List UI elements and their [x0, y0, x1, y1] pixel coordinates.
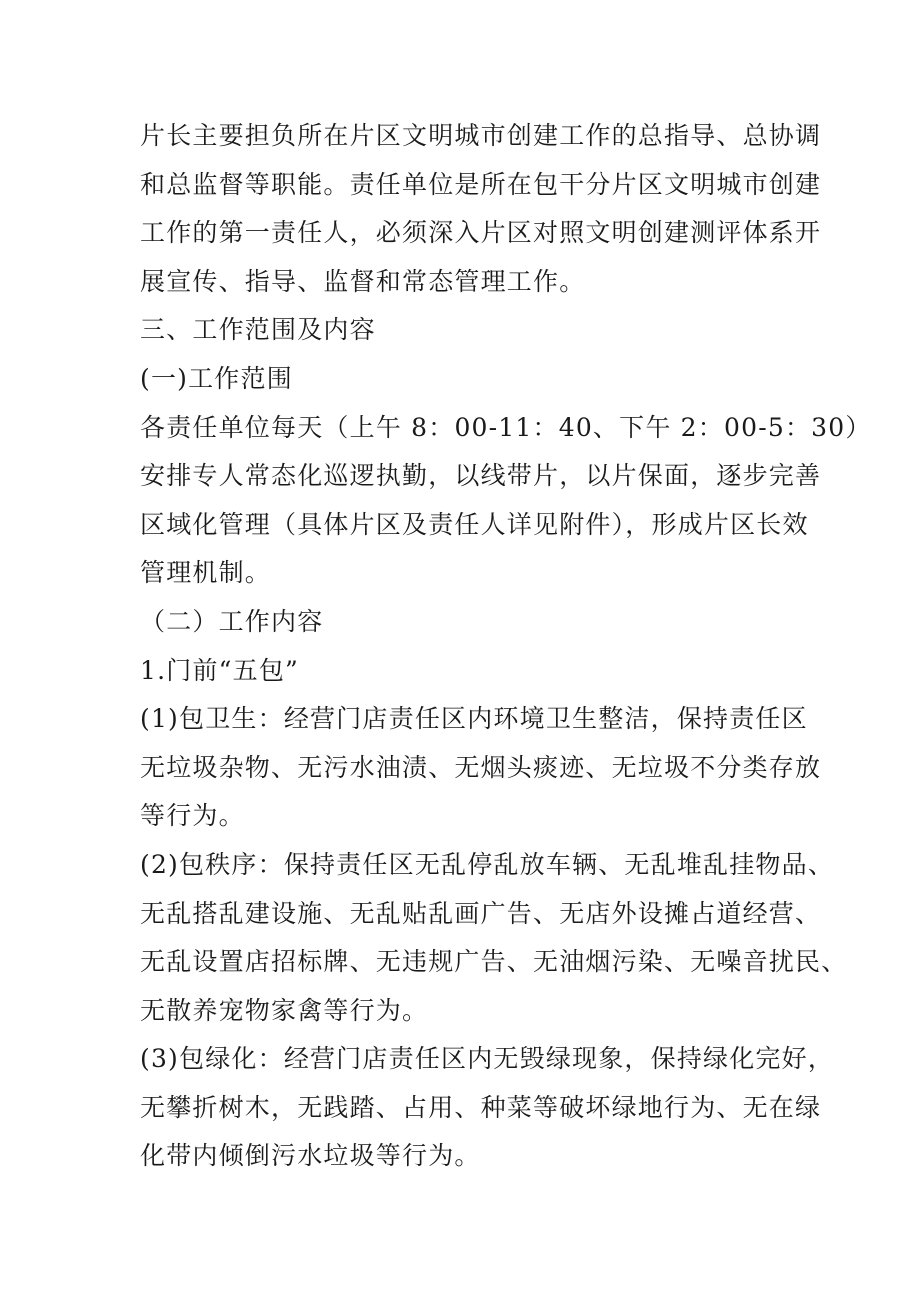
subsection-heading: （二）工作内容: [140, 606, 324, 636]
section-heading: 三、工作范围及内容: [140, 315, 376, 345]
paragraph-line: 安排专人常态化巡逻执勤，以线带片，以片保面，逐步完善: [140, 461, 822, 491]
paragraph-line: 区域化管理（具体片区及责任人详见附件），形成片区长效: [140, 509, 809, 539]
paragraph-line: 无乱设置店招标牌、无违规广告、无油烟污染、无噪音扰民、: [140, 947, 848, 977]
subsection-heading: (一)工作范围: [140, 363, 293, 393]
paragraph-line: (2)包秩序：保持责任区无乱停乱放车辆、无乱堆乱挂物品、: [140, 849, 835, 879]
paragraph-line: 各责任单位每天（上午 8：00-11：40、下午 2：00-5：30）: [140, 412, 872, 442]
paragraph-line: 管理机制。: [140, 558, 272, 588]
item-heading: 1.门前“五包”: [140, 655, 300, 685]
paragraph-line: 化带内倾倒污水垃圾等行为。: [140, 1141, 481, 1171]
paragraph-line: 展宣传、指导、监督和常态管理工作。: [140, 266, 586, 296]
paragraph-line: 无攀折树木，无践踏、占用、种菜等破坏绿地行为、无在绿: [140, 1092, 822, 1122]
document-body: [140, 112, 872, 1181]
paragraph-line: 无垃圾杂物、无污水油渍、无烟头痰迹、无垃圾不分类存放: [140, 752, 822, 782]
paragraph-line: 和总监督等职能。责任单位是所在包干分片区文明城市创建: [140, 169, 822, 199]
paragraph-line: (1)包卫生：经营门店责任区内环境卫生整洁，保持责任区: [140, 704, 808, 734]
paragraph-line: 无散养宠物家禽等行为。: [140, 995, 429, 1025]
paragraph-line: (3)包绿化：经营门店责任区内无毁绿现象，保持绿化完好，: [140, 1044, 835, 1074]
paragraph-line: 无乱搭乱建设施、无乱贴乱画广告、无店外设摊占道经营、: [140, 898, 822, 928]
paragraph-line: 工作的第一责任人，必须深入片区对照文明创建测评体系开: [140, 218, 822, 248]
paragraph-line: 等行为。: [140, 801, 245, 831]
paragraph-line: 片长主要担负所在片区文明城市创建工作的总指导、总协调: [140, 121, 822, 150]
